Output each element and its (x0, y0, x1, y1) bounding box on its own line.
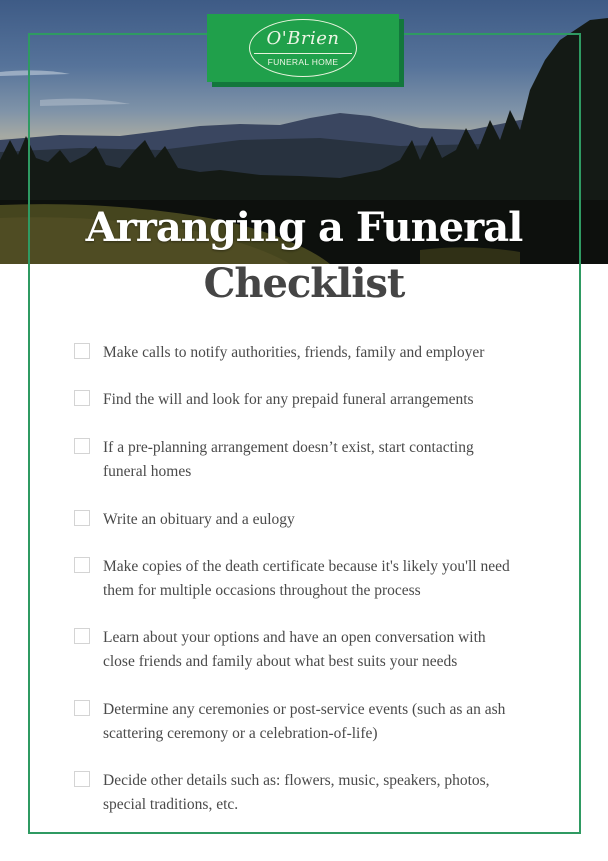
page-title-line-2: Checklist (203, 260, 405, 307)
checklist-item-text: Write an obituary and a eulogy (103, 511, 295, 528)
checkbox[interactable] (74, 557, 90, 573)
checklist-item-text: Learn about your options and have an open conversation with close friends and family about what best suits your needs (103, 629, 486, 670)
checkbox[interactable] (74, 343, 90, 359)
checkbox[interactable] (74, 700, 90, 716)
obrien-funeral-home-logo (207, 14, 399, 82)
checkbox[interactable] (74, 771, 90, 787)
checkbox[interactable] (74, 438, 90, 454)
checklist-item-text: Decide other details such as: flowers, music, speakers, photos, special traditions, etc. (103, 772, 490, 813)
checkbox[interactable] (74, 510, 90, 526)
checkbox[interactable] (74, 390, 90, 406)
logo-name: O'Brien (266, 28, 340, 49)
checklist-item-text: If a pre-planning arrangement doesn’t exist, start contacting funeral homes (103, 439, 474, 480)
checklist-item-text: Find the will and look for any prepaid funeral arrangements (103, 391, 474, 408)
checklist-item-text: Make calls to notify authorities, friends, family and employer (103, 344, 485, 361)
checklist-item-text: Determine any ceremonies or post-service events (such as an ash scattering ceremony or a celebration-of-life) (103, 701, 506, 742)
logo-divider (254, 53, 352, 54)
page-title-line-1: Arranging a Funeral (85, 204, 523, 251)
logo-oval-emblem (249, 19, 357, 77)
checkbox[interactable] (74, 628, 90, 644)
checklist-item-text: Make copies of the death certificate because it's likely you'll need them for multiple occasions throughout the process (103, 558, 510, 599)
logo-subtitle: FUNERAL HOME (267, 57, 339, 67)
